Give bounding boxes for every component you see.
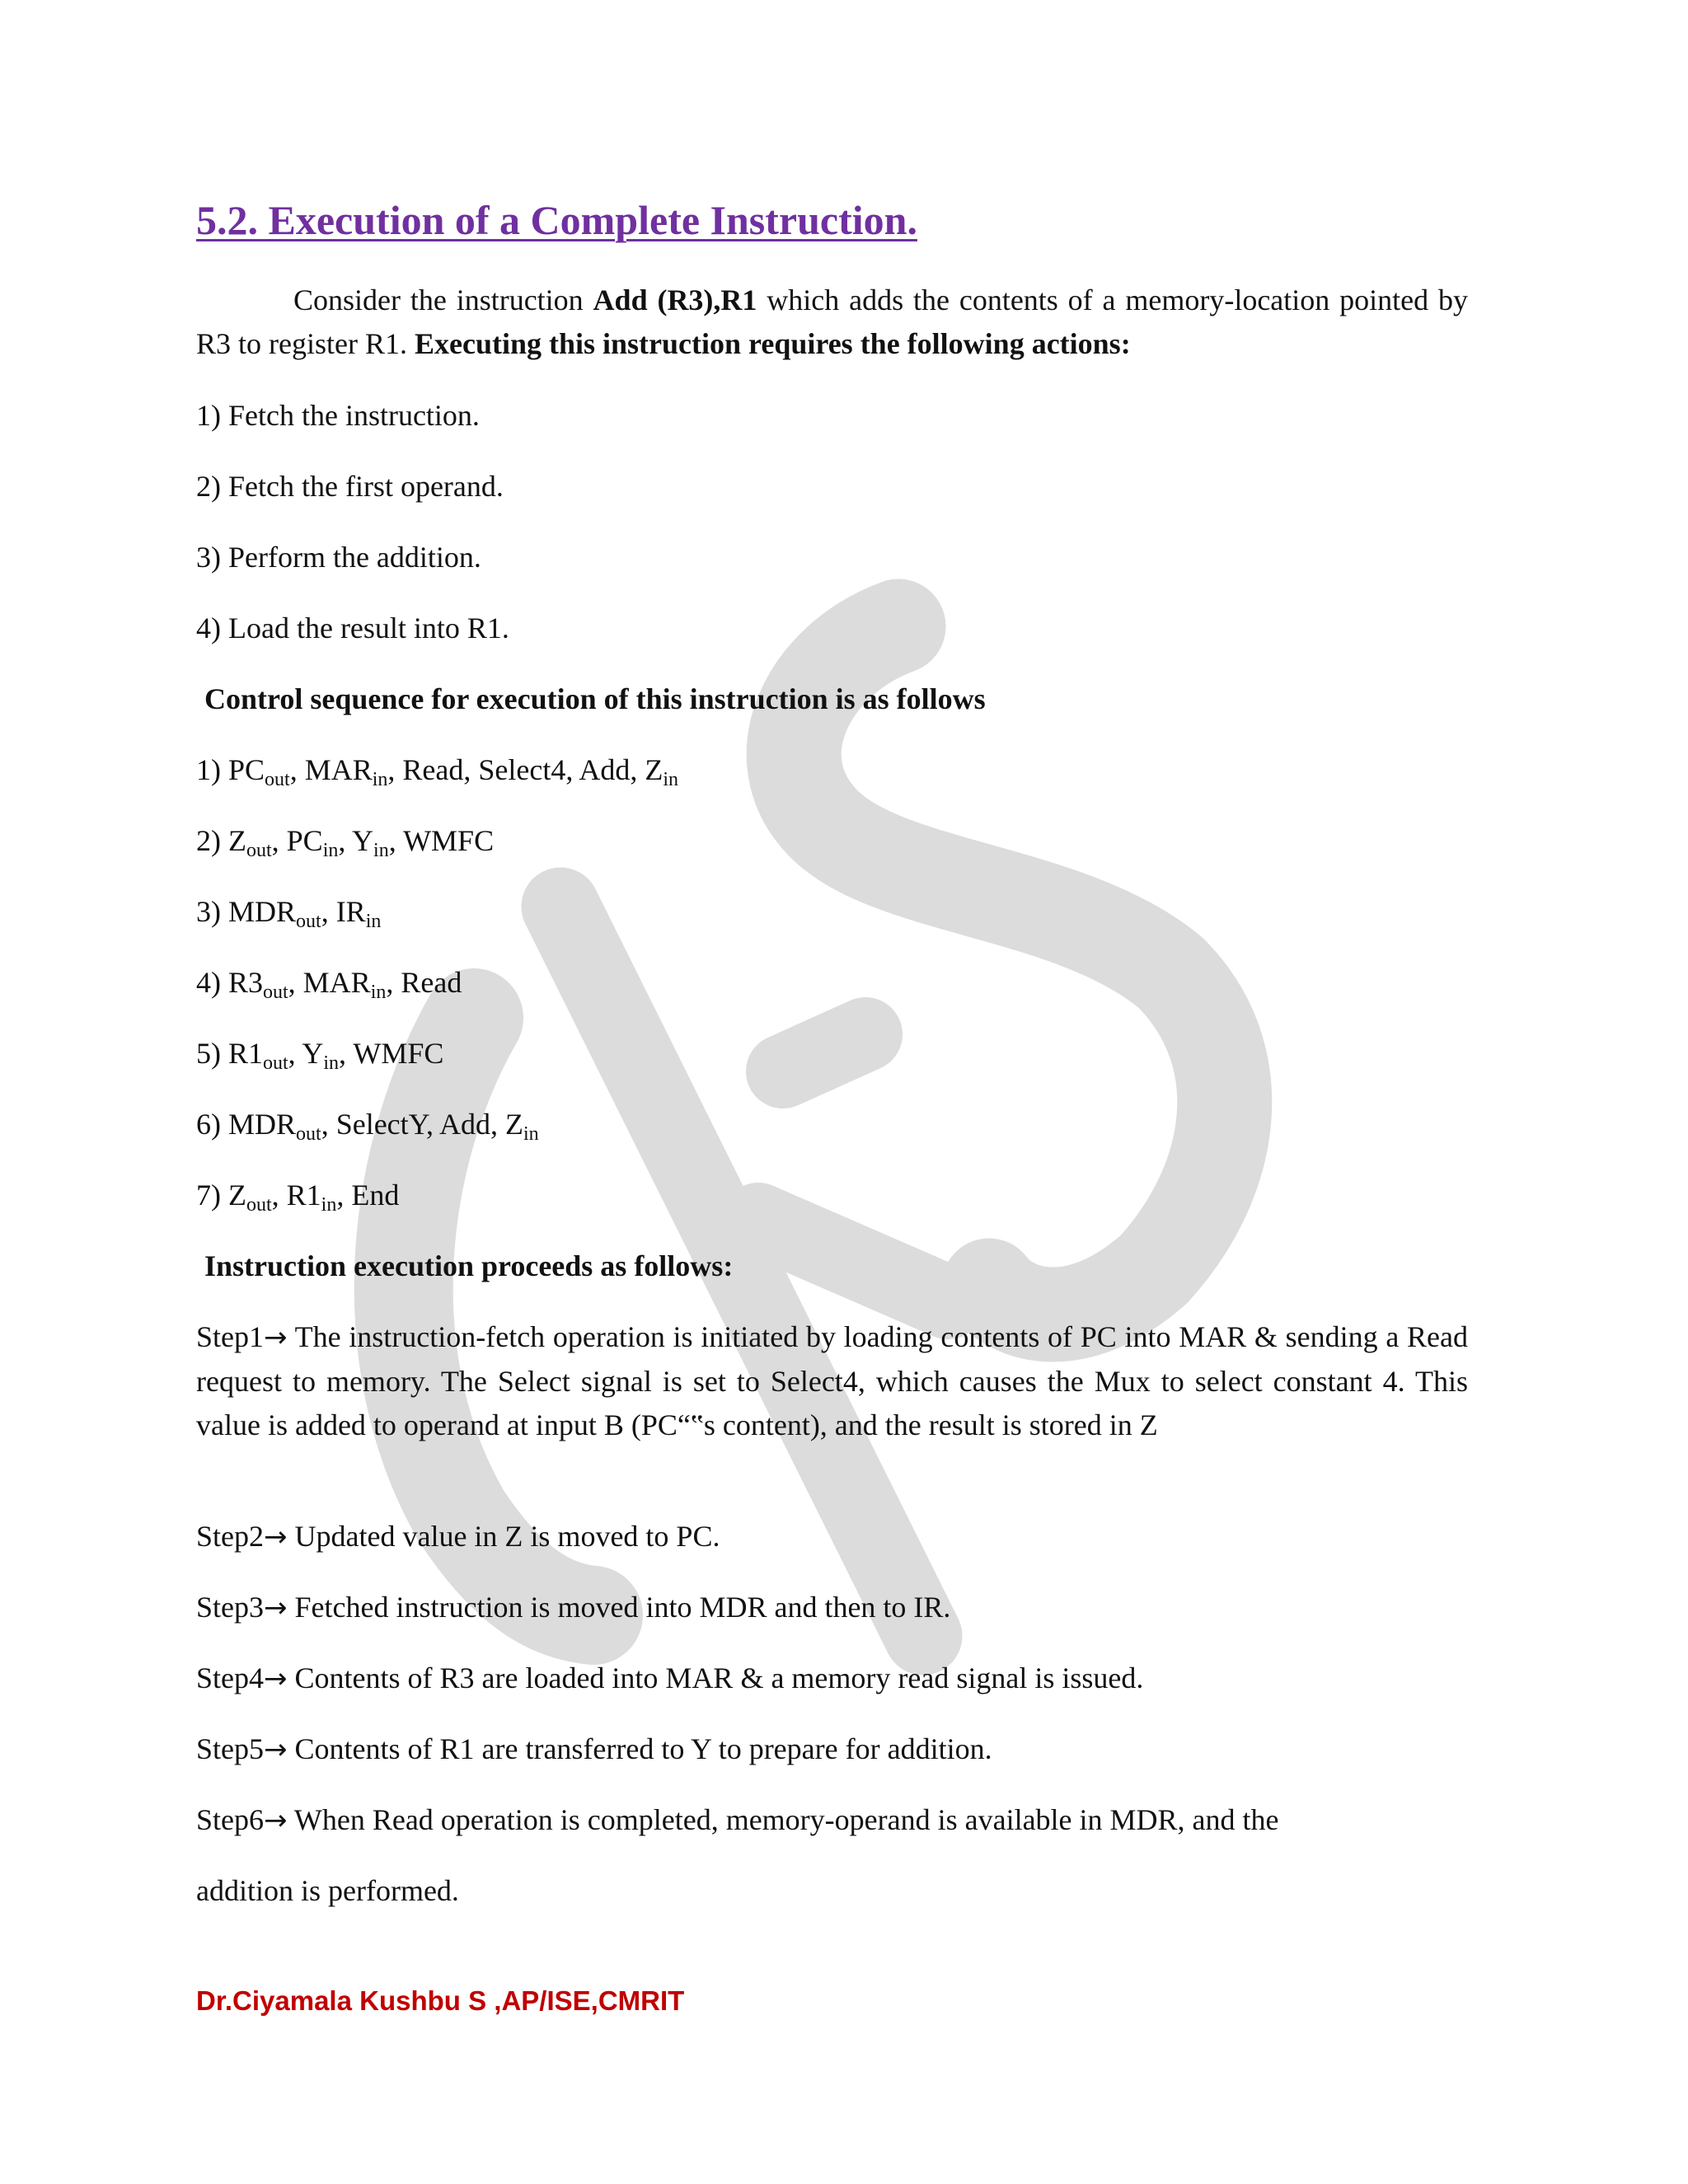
control-step-text: , Read, Select4, Add, Z bbox=[387, 753, 663, 786]
intro-bold-tail: Executing this instruction requires the following actions: bbox=[414, 327, 1131, 360]
action-item: 1) Fetch the instruction. bbox=[196, 399, 480, 432]
control-step-text: 2) Z bbox=[196, 824, 246, 857]
control-step-text: , Y bbox=[288, 1037, 324, 1070]
step-paragraph bbox=[196, 1515, 720, 1558]
step-text: When Read operation is completed, memory-operand is available in MDR, and the bbox=[287, 1803, 1279, 1836]
step-label: Step5 bbox=[196, 1732, 265, 1765]
subscript-text: out bbox=[296, 1123, 321, 1145]
control-step-text: , R1 bbox=[271, 1179, 321, 1212]
right-arrow-icon: → bbox=[264, 1591, 288, 1624]
control-step bbox=[196, 819, 494, 862]
step-paragraph bbox=[196, 1586, 950, 1629]
control-step bbox=[196, 748, 678, 791]
control-step-text: , MAR bbox=[288, 966, 371, 999]
control-step-text: , WMFC bbox=[388, 824, 495, 857]
step-label: Step2 bbox=[196, 1520, 265, 1553]
subscript-text: in bbox=[523, 1123, 539, 1145]
control-step-text: , PC bbox=[271, 824, 323, 857]
control-step bbox=[196, 961, 462, 1004]
step-label: Step6 bbox=[196, 1803, 265, 1836]
subscript-text: in bbox=[365, 911, 382, 932]
author-footer: Dr.Ciyamala Kushbu S ,AP/ISE,CMRIT bbox=[196, 1985, 685, 2016]
intro-instruction: Add (R3),R1 bbox=[593, 284, 757, 316]
subscript-text: in bbox=[323, 1052, 340, 1074]
subscript-text: in bbox=[321, 1194, 337, 1216]
subscript-text: out bbox=[263, 982, 288, 1003]
control-step-text: , WMFC bbox=[339, 1037, 444, 1070]
right-arrow-icon: → bbox=[264, 1804, 288, 1837]
control-step bbox=[196, 1032, 443, 1075]
step-paragraph bbox=[196, 1315, 1468, 1447]
control-step-text: , IR bbox=[321, 895, 366, 928]
step-paragraph bbox=[196, 1727, 992, 1771]
subscript-text: in bbox=[663, 769, 679, 790]
control-step bbox=[196, 1174, 399, 1216]
section-heading: 5.2. Execution of a Complete Instruction. bbox=[196, 197, 917, 243]
subscript-text: out bbox=[246, 1194, 272, 1216]
step-text: Fetched instruction is moved into MDR and then to IR. bbox=[287, 1591, 951, 1624]
control-sequence-heading: Control sequence for execution of this instruction is as follows bbox=[204, 682, 986, 715]
step-text: The instruction-fetch operation is initiated by loading contents of PC into MAR & sending a Read request to memory. The Select signal is set to Select4, which causes the Mux to select constant 4. This value is added to operand at input B (PC“‟s content), and the result is stored in Z bbox=[196, 1320, 1468, 1441]
execution-steps-heading: Instruction execution proceeds as follows: bbox=[204, 1249, 734, 1282]
step-paragraph bbox=[196, 1798, 1279, 1842]
subscript-text: in bbox=[373, 840, 389, 861]
control-step-text: 5) R1 bbox=[196, 1037, 263, 1070]
subscript-text: out bbox=[296, 911, 321, 932]
step-label: Step1 bbox=[196, 1320, 265, 1353]
intro-text-part1: Consider the instruction bbox=[293, 284, 593, 316]
step-paragraph bbox=[196, 1657, 1143, 1700]
step-label: Step4 bbox=[196, 1661, 265, 1694]
right-arrow-icon: → bbox=[264, 1733, 288, 1766]
control-step-text: 7) Z bbox=[196, 1179, 246, 1212]
action-item: 2) Fetch the first operand. bbox=[196, 470, 504, 503]
action-item: 3) Perform the addition. bbox=[196, 541, 481, 574]
control-step bbox=[196, 1103, 539, 1146]
subscript-text: in bbox=[372, 769, 388, 790]
control-step-text: 6) MDR bbox=[196, 1108, 297, 1141]
control-step-text: , End bbox=[336, 1179, 400, 1212]
control-step-text: , Read bbox=[386, 966, 462, 999]
right-arrow-icon: → bbox=[264, 1321, 288, 1354]
right-arrow-icon: → bbox=[264, 1662, 288, 1695]
subscript-text: in bbox=[370, 982, 387, 1003]
step-text: Contents of R3 are loaded into MAR & a memory read signal is issued. bbox=[287, 1661, 1144, 1694]
step-text: Contents of R1 are transferred to Y to prepare for addition. bbox=[287, 1732, 992, 1765]
subscript-text: out bbox=[265, 769, 290, 790]
intro-text-part2: which adds the contents of a memory-location pointed by R3 to register R1. bbox=[196, 284, 1468, 360]
action-item: 4) Load the result into R1. bbox=[196, 612, 509, 644]
subscript-text: out bbox=[246, 840, 272, 861]
control-step-text: 1) PC bbox=[196, 753, 265, 786]
step-text: Updated value in Z is moved to PC. bbox=[287, 1520, 720, 1553]
subscript-text: in bbox=[322, 840, 339, 861]
control-step-text: , Y bbox=[338, 824, 374, 857]
control-step-text: 3) MDR bbox=[196, 895, 297, 928]
control-step bbox=[196, 890, 381, 933]
intro-paragraph bbox=[196, 279, 1468, 366]
step6-continuation: addition is performed. bbox=[196, 1874, 459, 1907]
step-label: Step3 bbox=[196, 1591, 265, 1624]
control-step-text: , MAR bbox=[289, 753, 373, 786]
right-arrow-icon: → bbox=[264, 1521, 288, 1554]
subscript-text: out bbox=[263, 1052, 288, 1074]
control-step-text: , SelectY, Add, Z bbox=[321, 1108, 524, 1141]
control-step-text: 4) R3 bbox=[196, 966, 263, 999]
